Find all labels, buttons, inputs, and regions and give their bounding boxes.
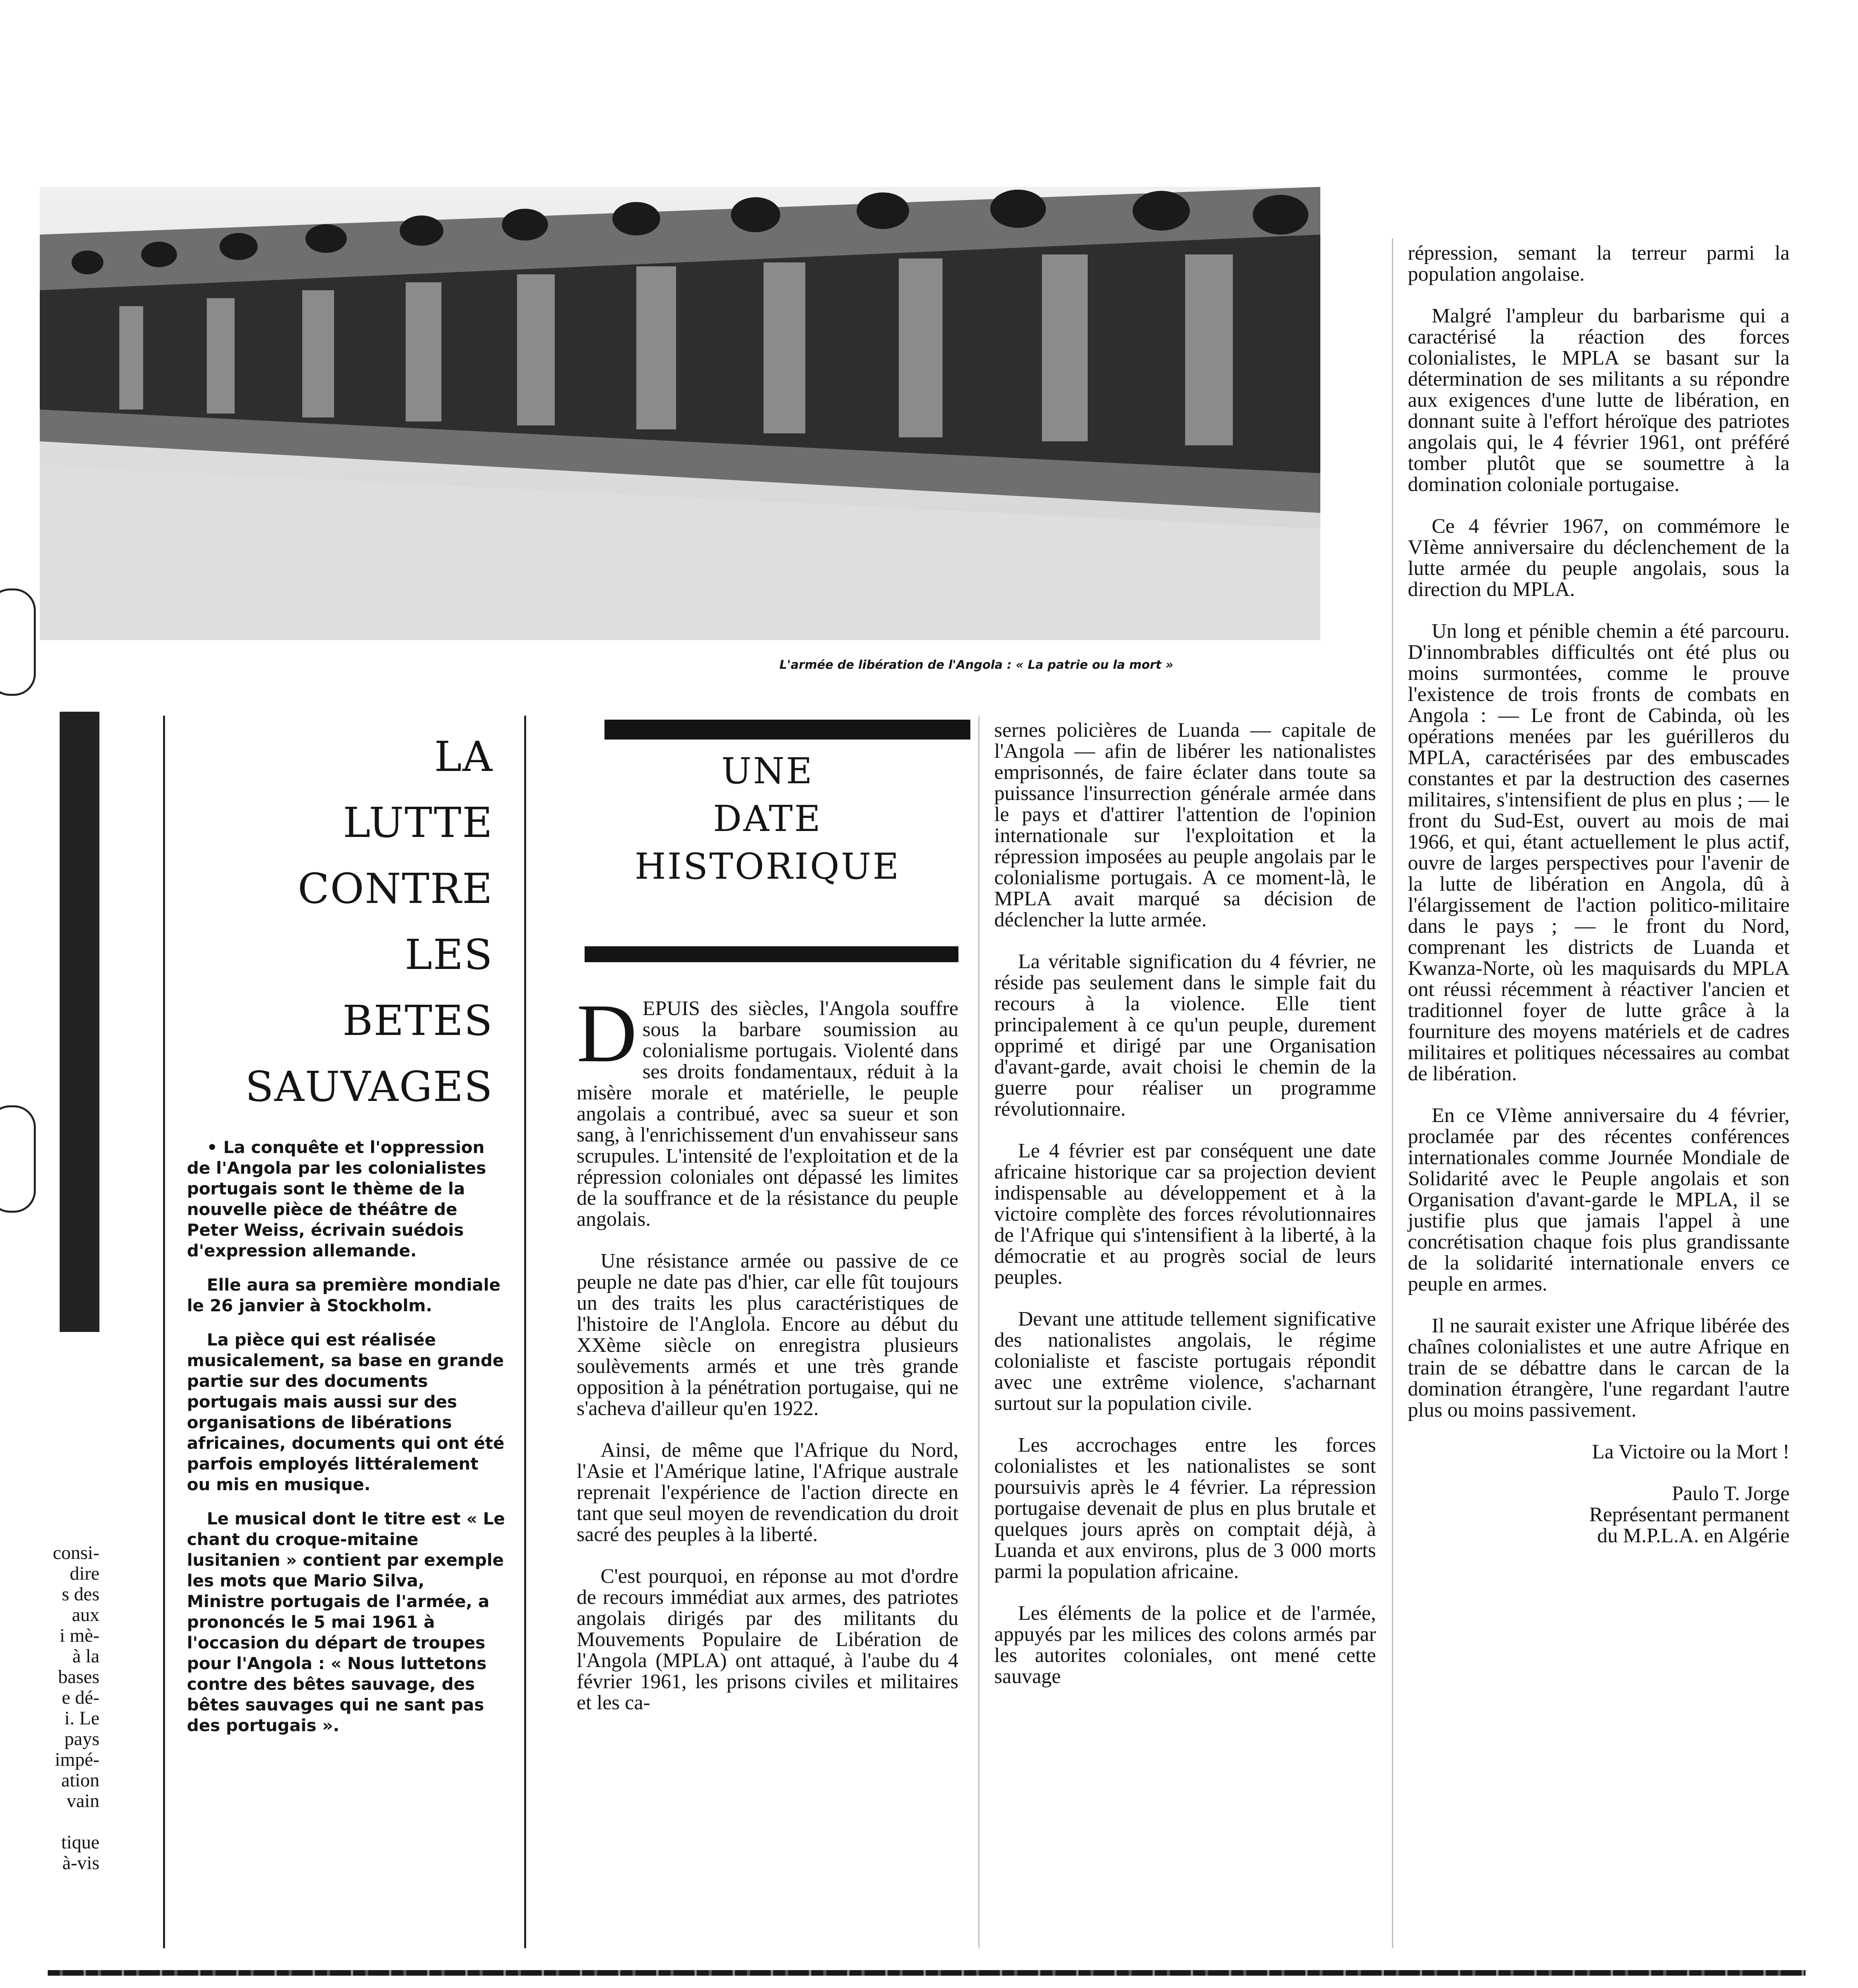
article-paragraph: C'est pourquoi, en réponse au mot d'ordre de recours immédiat aux armes, des patriotes angolais dirigés par des militants du Mouvements Populaire de Libération de l'Angola (MPLA) ont attaqué, à l'aube du 4 février 1961, les prisons civiles et militaires et les ca- (577, 1565, 958, 1714)
signature-name: Paulo T. Jorge (1671, 1482, 1790, 1505)
edge-fragment: à la (72, 1646, 99, 1667)
article-paragraph-text: EPUIS des siècles, l'Angola souffre sous la barbare soumission au colonialisme portugais. Violenté dans ses droits fondamentaux, réduit à la misère morale et matérielle, le peuple angolais a contribué, avec sa sueur et son sang, à l'enrichissement d'un envahisseur sans scrupules. L'intensité de l'exploitation et de la répression coloniales ont dépassé les limites de la souffrance et de la résistance du peuple angolais. (577, 997, 958, 1231)
edge-fragment: e dé- (62, 1687, 99, 1708)
article-paragraph (577, 987, 958, 1231)
title-line: SAUVAGES (245, 1062, 493, 1111)
edge-fragment: à-vis (62, 1852, 99, 1873)
edge-fragment: i mè- (60, 1625, 99, 1646)
closing-line: La Victoire ou la Mort ! (1592, 1441, 1790, 1463)
edge-fragment: bases (58, 1666, 99, 1687)
footer-rule (48, 1970, 1806, 1976)
article-column-3 (1408, 243, 1790, 1567)
article-paragraph: Une résistance armée ou passive de ce peuple ne date pas d'hier, car elle fût toujours un des traits les plus caractéristiques de l'histoire de l'Anglola. Encore au début du XXème siècle on enregistra plusieurs soulèvements armés et une très grande opposition à la pénétration portugaise, qui ne s'acheva d'ailleur qu'en 1922. (577, 1250, 958, 1420)
edge-fragment: s des (62, 1584, 99, 1605)
article-column-1 (577, 987, 958, 1734)
edge-fragment: dire (70, 1563, 99, 1584)
sidebar-paragraph: Elle aura sa première mondiale le 26 janvier à Stockholm. (187, 1275, 501, 1315)
article-paragraph: Malgré l'ampleur du barbarisme qui a caractérisé la réaction des forces colonialistes, le MPLA se basant sur la détermination de ses militants a su répondre aux exigences d'une lutte de libération, en donnant suite à l'effort héroïque des patriotes angolais qui, le 4 février 1961, ont préféré tomber plutôt que se soumettre à la domination coloniale portugaise. (1408, 305, 1790, 496)
sidebar-paragraph: Le musical dont le titre est « Le chant du croque-mitaine lusitanien » contient par exemple les mots que Mario Silva, Ministre portugais de l'armée, a prononcés le 5 mai 1961 à l'occasion du départ de troupes pour l'Angola : « Nous luttetons contre des bêtes sauvage, des bêtes sauvages qui ne sant pas des portugais ». (187, 1509, 505, 1735)
article-paragraph: La véritable signification du 4 février, ne réside pas seulement dans le simple fait du recours à la violence. Elle tient principalement à ce qu'un peuple, durement opprimé et dirigé par une Organisation d'avant-garde, avait choisi le chemin de la guerre pour réaliser un programme révolutionnaire. (994, 950, 1376, 1120)
binder-hole (0, 588, 36, 696)
edge-fragment: aux (72, 1604, 99, 1625)
sidebar-paragraph: • La conquête et l'oppression de l'Angola par les colonialistes portugais sont le thème de la nouvelle pièce de théâtre de Peter Weiss, écrivain suédois d'expression allemande. (187, 1138, 486, 1260)
edge-fragment: consi- (52, 1542, 99, 1563)
drop-cap: D (577, 987, 637, 1079)
sidebar-paragraph: La pièce qui est réalisée musicalement, sa base en grande partie sur des documents portugais mais aussi sur des organisations de libérations africaines, documents qui ont été parfois employés littéralement ou mis en musique. (187, 1330, 505, 1494)
article-paragraph: Il ne saurait exister une Afrique libérée des chaînes colonialistes et une autre Afrique en train de se débattre dans le carcan de la domination étrangère, l'une regardant l'autre plus ou moins passivement. (1408, 1314, 1790, 1421)
edge-fragment: ation (61, 1770, 99, 1791)
title-line: CONTRE (297, 864, 493, 913)
adjacent-page-edge (60, 712, 99, 1332)
title-line: LES (404, 930, 493, 979)
photo-caption: L'armée de libération de l'Angola : « La patrie ou la mort » (779, 658, 1174, 672)
binder-hole (0, 1105, 36, 1213)
article-paragraph: Ce 4 février 1967, on commémore le VIème anniversaire du déclenchement de la lutte armée du peuple angolais, sous la direction du MPLA. (1408, 515, 1790, 601)
edge-fragment: pays (64, 1728, 99, 1749)
sidebar-box-rule (524, 716, 526, 1948)
article-paragraph: Devant une attitude tellement significative des nationalistes angolais, le régime colonialiste et fasciste portugais répondit avec une extrême violence, s'acharnant surtout sur la population civile. (994, 1308, 1376, 1415)
sidebar-text (187, 1137, 505, 1749)
signature-title: Représentant permanent (1589, 1503, 1790, 1526)
article-paragraph: Les accrochages entre les forces colonialistes et les nationalistes se sont poursuivis après le 4 février. La répression portugaise devenait de plus en plus brutale et quelques jours après on comptait déjà, à Luanda et aux environs, plus de 3 000 morts parmi la population africaine. (994, 1434, 1376, 1583)
article-title (175, 724, 493, 1120)
column-rule (978, 716, 980, 1948)
article-paragraph: Ainsi, de même que l'Afrique du Nord, l'Asie et l'Amérique latine, l'Afrique australe reprenait l'expérience de l'action directe en tant que seul moyen de revendication du droit sacré des peuples à la liberté. (577, 1439, 958, 1546)
article-paragraph: En ce VIème anniversaire du 4 février, proclamée par des récentes conférences internationales comme Journée Mondiale de Solidarité avec le Peuple angolais et son Organisation d'avant-garde le MPLA, il se justifie plus que jamais l'appel à une concrétisation chaque fois plus grandissante de la solidarité internationale envers ce peuple en armes. (1408, 1104, 1790, 1295)
title-line: LA (434, 732, 493, 781)
article-column-2 (994, 720, 1376, 1708)
edge-fragment: i. Le (64, 1708, 99, 1729)
edge-fragment: tique (61, 1832, 99, 1853)
title-line: BETES (342, 996, 493, 1045)
soldiers-photo (40, 187, 1320, 640)
subtitle-bottom-rule (585, 946, 958, 962)
photo-illustration (40, 187, 1320, 640)
article-paragraph: répression, semant la terreur parmi la population angolaise. (1408, 242, 1790, 285)
subtitle-line: HISTORIQUE (634, 846, 901, 887)
edge-fragment: vain (66, 1790, 99, 1811)
subtitle-top-rule (604, 720, 970, 740)
article-paragraph: Les éléments de la police et de l'armée, appuyés par les milices des colons armés par les autorites coloniales, ont mené cette sauvage (994, 1602, 1376, 1688)
subtitle-line: UNE (721, 750, 814, 792)
adjacent-page-text (44, 1543, 99, 1873)
article-paragraph: Un long et pénible chemin a été parcouru. D'innombrables difficultés ont été plus ou moins surmontées, comme le prouve l'existence de trois fronts de combats en Angola : — Le front de Cabinda, où les opérations menées par les guérilleros du MPLA, caractérisées par des embuscades constantes et par la destruction des casernes militaires, s'intensifient de plus en plus ; — le front du Sud-Est, ouvert au mois de mai 1966, et qui, étant actuellement le plus actif, ouvre de larges perspectives pour l'avenir de la lutte de libération en Angola, dû à l'élargissement de l'action politico-militaire dans le pays ; — le front du Nord, comprenant les districts de Luanda et Kwanza-Norte, où les maquisards du MPLA ont réussi récemment à réactiver l'ancien et traditionnel foyer de lutte grâce à la fourniture des moyens matériels et de cadres militaires et politiques nécessaires au combat de libération. (1408, 620, 1790, 1085)
column-rule (1392, 239, 1393, 1948)
signature-org: du M.P.L.A. en Algérie (1597, 1524, 1790, 1547)
subtitle-line: DATE (713, 798, 822, 840)
article-paragraph: sernes policières de Luanda — capitale de l'Angola — afin de libérer les nationalistes emprisonnés, de faire éclater dans toute sa puissance l'insurrection générale armée dans le pays et d'attirer l'attention de l'opinion internationale sur l'exploitation et la répression imposées au peuple angolais par le colonialisme portugais. A ce moment-là, le MPLA avait marqué sa décision de déclencher la lutte armée. (994, 719, 1376, 931)
edge-fragment (44, 1811, 99, 1832)
edge-fragment: impé- (55, 1749, 99, 1770)
article-paragraph: Le 4 février est par conséquent une date africaine historique car sa projection devient indispensable au développement et à la victoire complète des forces révolutionnaires de l'Afrique qui s'intensifient à la liberté, à la démocratie et au progrès social de leurs peuples. (994, 1140, 1376, 1289)
title-line: LUTTE (343, 798, 493, 847)
article-subtitle (577, 747, 958, 891)
